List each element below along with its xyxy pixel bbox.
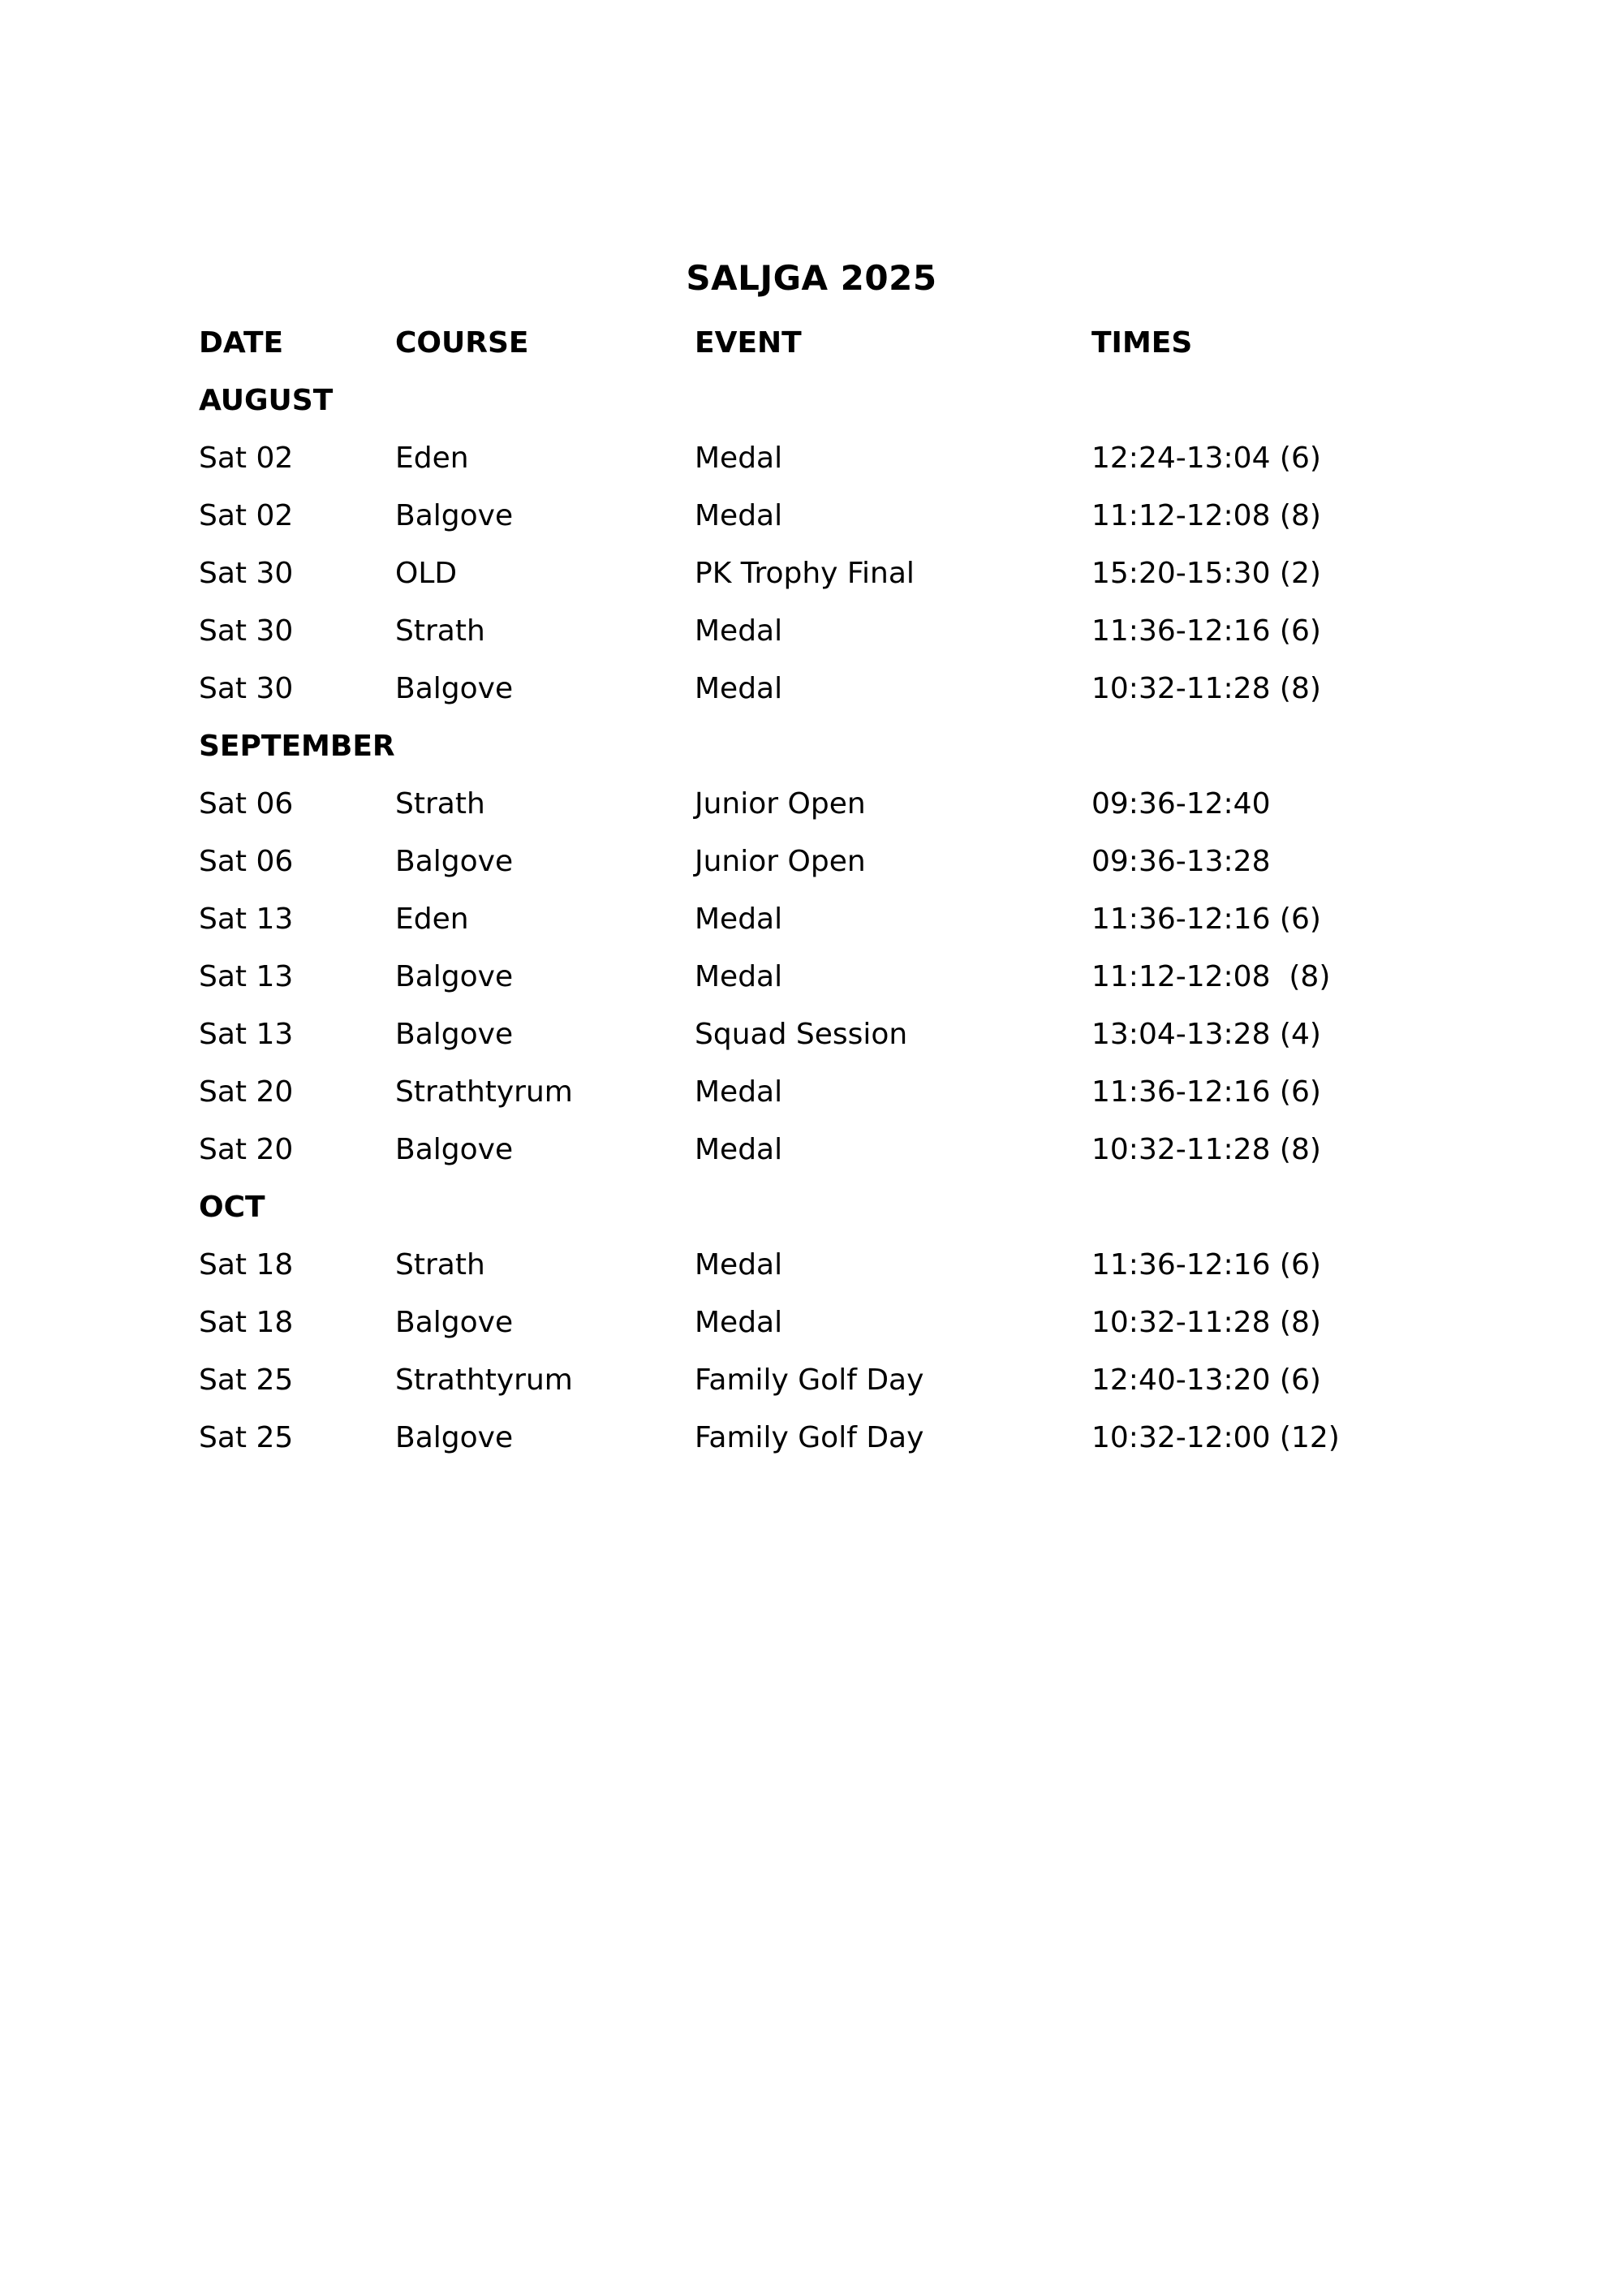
cell-date: Sat 13 xyxy=(199,902,294,936)
cell-times: 10:32-11:28 (8) xyxy=(1091,672,1321,705)
cell-event: Medal xyxy=(695,672,783,705)
cell-date: Sat 25 xyxy=(199,1421,294,1454)
cell-times: 11:36-12:16 (6) xyxy=(1091,1248,1321,1282)
table-row xyxy=(199,1063,1546,1121)
cell-times: 12:24-13:04 (6) xyxy=(1091,442,1321,475)
cell-course: Balgove xyxy=(395,960,514,993)
cell-date: Sat 30 xyxy=(199,557,294,590)
cell-event: Medal xyxy=(695,499,783,532)
cell-times: 11:12-12:08 (8) xyxy=(1091,960,1331,993)
cell-course: OLD xyxy=(395,557,458,590)
cell-event: Medal xyxy=(695,1075,783,1109)
cell-event: Medal xyxy=(695,1306,783,1339)
cell-date: Sat 02 xyxy=(199,442,294,475)
cell-times: 11:36-12:16 (6) xyxy=(1091,1075,1321,1109)
cell-date: Sat 06 xyxy=(199,845,294,878)
section-header: AUGUST xyxy=(199,384,334,417)
cell-date: Sat 13 xyxy=(199,1018,294,1051)
cell-course: Eden xyxy=(395,442,469,475)
column-header-event: EVENT xyxy=(695,326,802,360)
cell-event: Medal xyxy=(695,1248,783,1282)
cell-event: Junior Open xyxy=(695,845,866,878)
cell-times: 10:32-11:28 (8) xyxy=(1091,1133,1321,1166)
section-header: OCT xyxy=(199,1191,265,1224)
cell-date: Sat 20 xyxy=(199,1133,294,1166)
section-row xyxy=(199,1178,1546,1236)
cell-course: Balgove xyxy=(395,1133,514,1166)
cell-course: Strathtyrum xyxy=(395,1363,573,1397)
section-row xyxy=(199,717,1546,775)
table-row xyxy=(199,1294,1546,1351)
table-row xyxy=(199,775,1546,833)
cell-event: PK Trophy Final xyxy=(695,557,915,590)
cell-course: Strath xyxy=(395,787,485,821)
cell-event: Family Golf Day xyxy=(695,1421,924,1454)
cell-date: Sat 30 xyxy=(199,672,294,705)
cell-date: Sat 25 xyxy=(199,1363,294,1397)
table-row xyxy=(199,833,1546,890)
column-header-date: DATE xyxy=(199,326,284,360)
section-header: SEPTEMBER xyxy=(199,730,395,763)
cell-event: Family Golf Day xyxy=(695,1363,924,1397)
cell-times: 10:32-11:28 (8) xyxy=(1091,1306,1321,1339)
cell-date: Sat 30 xyxy=(199,614,294,648)
cell-event: Medal xyxy=(695,902,783,936)
cell-times: 11:36-12:16 (6) xyxy=(1091,902,1321,936)
table-row xyxy=(199,1236,1546,1294)
column-header-times: TIMES xyxy=(1091,326,1193,360)
cell-times: 11:36-12:16 (6) xyxy=(1091,614,1321,648)
table-row xyxy=(199,890,1546,948)
cell-times: 11:12-12:08 (8) xyxy=(1091,499,1321,532)
cell-date: Sat 20 xyxy=(199,1075,294,1109)
table-row xyxy=(199,487,1546,545)
cell-course: Balgove xyxy=(395,499,514,532)
cell-course: Eden xyxy=(395,902,469,936)
cell-event: Medal xyxy=(695,1133,783,1166)
table-row xyxy=(199,948,1546,1006)
table-row xyxy=(199,1006,1546,1063)
cell-course: Balgove xyxy=(395,1018,514,1051)
cell-times: 12:40-13:20 (6) xyxy=(1091,1363,1321,1397)
table-row xyxy=(199,660,1546,717)
cell-times: 10:32-12:00 (12) xyxy=(1091,1421,1340,1454)
column-header-course: COURSE xyxy=(395,326,529,360)
table-row xyxy=(199,545,1546,602)
cell-event: Junior Open xyxy=(695,787,866,821)
cell-course: Strath xyxy=(395,614,485,648)
cell-event: Medal xyxy=(695,442,783,475)
cell-times: 09:36-13:28 xyxy=(1091,845,1271,878)
table-header-row xyxy=(199,314,1546,372)
cell-course: Balgove xyxy=(395,1421,514,1454)
cell-date: Sat 02 xyxy=(199,499,294,532)
table-row xyxy=(199,1121,1546,1178)
cell-course: Balgove xyxy=(395,845,514,878)
table-row xyxy=(199,602,1546,660)
table-row xyxy=(199,1351,1546,1409)
cell-date: Sat 18 xyxy=(199,1306,294,1339)
cell-date: Sat 06 xyxy=(199,787,294,821)
schedule-table xyxy=(199,314,1546,1467)
cell-date: Sat 18 xyxy=(199,1248,294,1282)
cell-date: Sat 13 xyxy=(199,960,294,993)
page-title: SALJGA 2025 xyxy=(686,258,937,298)
cell-course: Strathtyrum xyxy=(395,1075,573,1109)
table-row xyxy=(199,1409,1546,1467)
cell-course: Balgove xyxy=(395,672,514,705)
cell-event: Medal xyxy=(695,960,783,993)
cell-times: 09:36-12:40 xyxy=(1091,787,1271,821)
cell-times: 15:20-15:30 (2) xyxy=(1091,557,1321,590)
table-row xyxy=(199,429,1546,487)
cell-times: 13:04-13:28 (4) xyxy=(1091,1018,1321,1051)
cell-course: Balgove xyxy=(395,1306,514,1339)
cell-event: Medal xyxy=(695,614,783,648)
cell-event: Squad Session xyxy=(695,1018,908,1051)
cell-course: Strath xyxy=(395,1248,485,1282)
section-row xyxy=(199,372,1546,429)
schedule-body xyxy=(199,372,1546,1467)
